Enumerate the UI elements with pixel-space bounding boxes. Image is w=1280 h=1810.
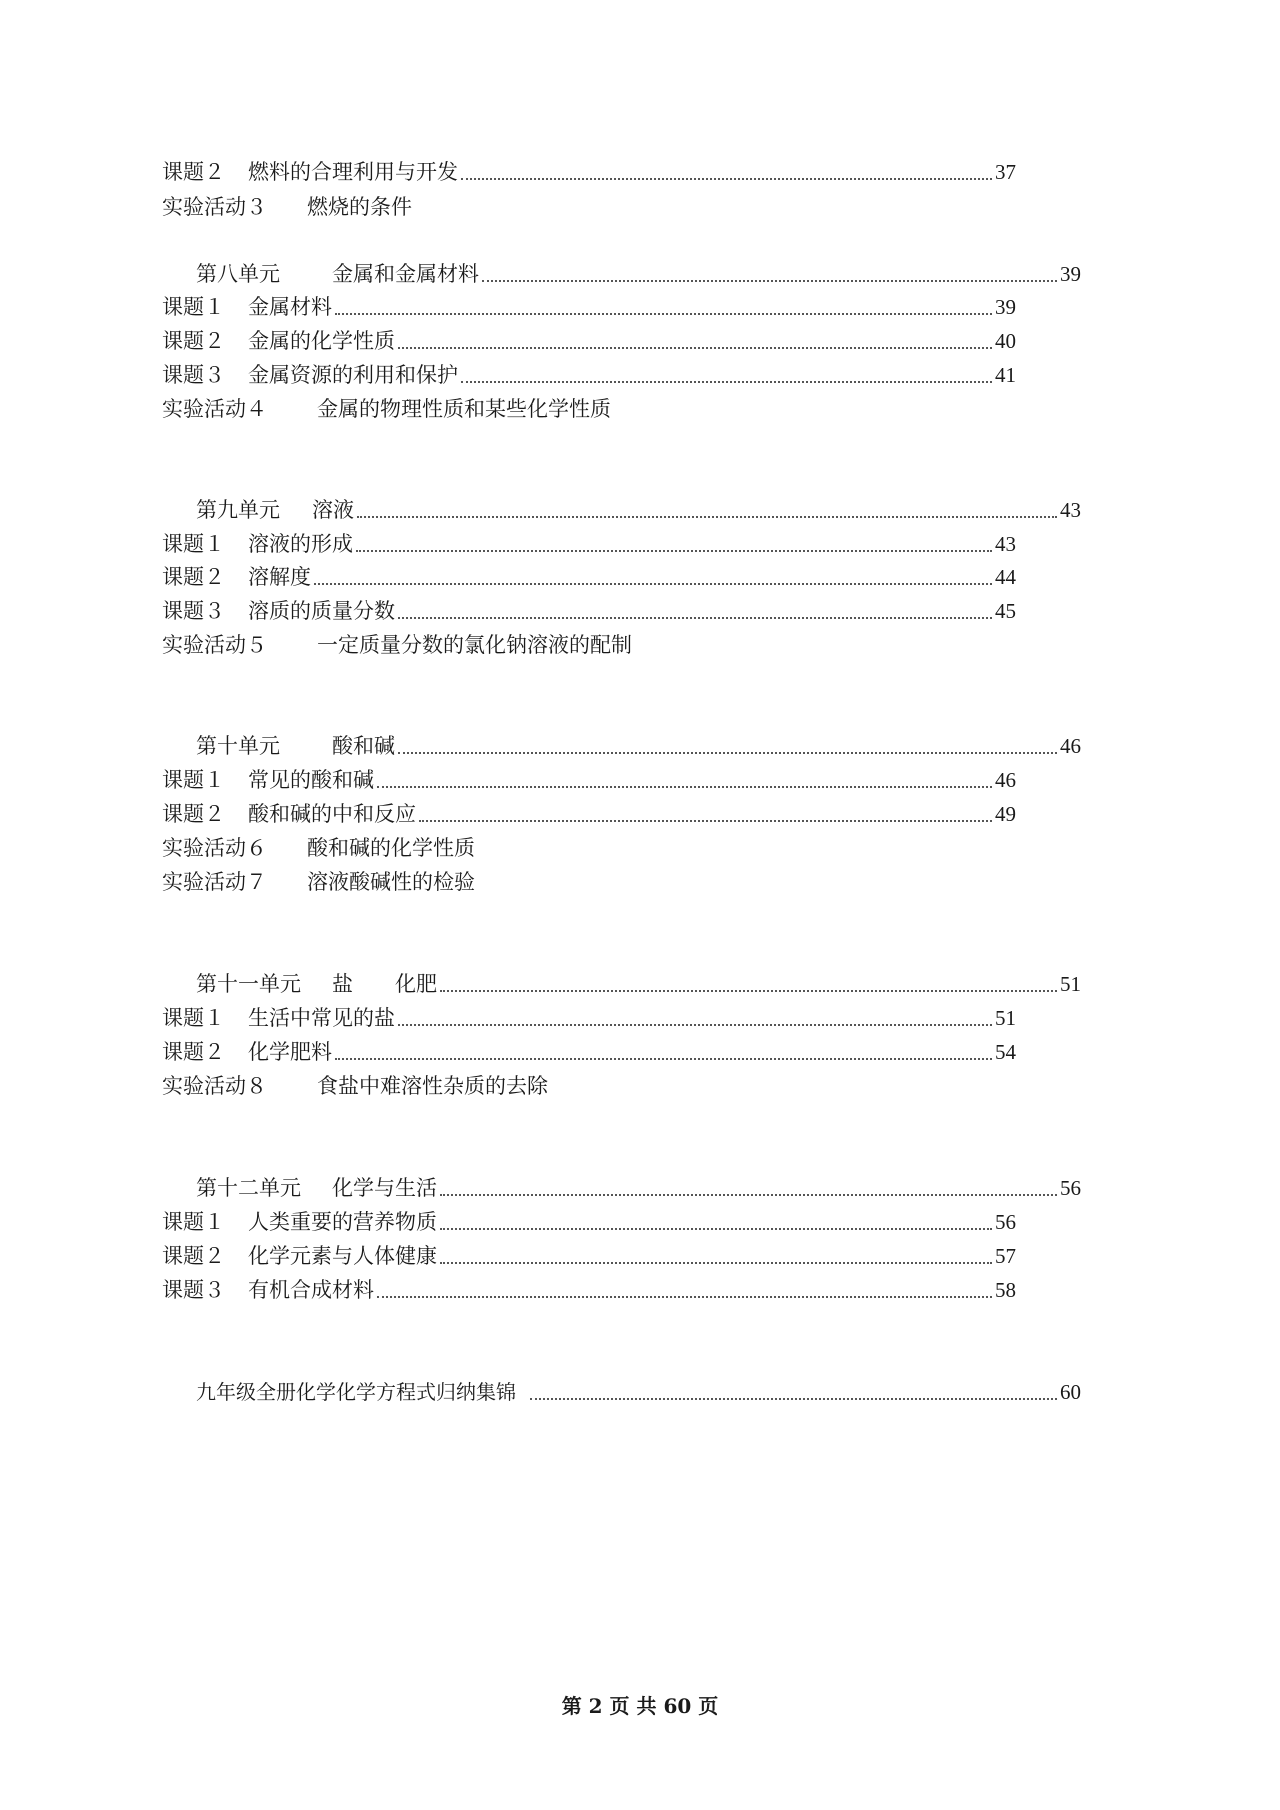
- toc-page-number: 46: [1060, 734, 1081, 758]
- dot-leader: [335, 1058, 992, 1060]
- toc-page-number: 46: [995, 768, 1016, 792]
- toc-entry-title: 溶解度: [248, 565, 311, 589]
- toc-entry-prefix: 第八单元: [196, 262, 280, 286]
- toc-entry-title: 有机合成材料: [248, 1278, 374, 1302]
- toc-entry-prefix: 第十二单元: [196, 1176, 301, 1200]
- toc-entry-prefix: 实验活动３: [162, 195, 267, 219]
- dot-leader: [461, 178, 992, 180]
- dot-leader: [419, 820, 992, 822]
- dot-leader: [356, 550, 992, 552]
- toc-entry-title: 酸和碱的中和反应: [248, 802, 416, 826]
- toc-entry-title: 化学元素与人体健康: [248, 1244, 437, 1268]
- toc-entry-title: 燃烧的条件: [307, 195, 412, 219]
- toc-entry: [162, 361, 1016, 389]
- dot-leader: [335, 313, 992, 315]
- dot-leader: [314, 583, 992, 585]
- dot-leader: [530, 1398, 1057, 1400]
- toc-page-number: 56: [995, 1210, 1016, 1234]
- toc-entry: [162, 1038, 1016, 1066]
- toc-entry-prefix: 实验活动７: [162, 870, 267, 894]
- toc-page-number: 44: [995, 565, 1016, 589]
- toc-entry-title: 一定质量分数的氯化钠溶液的配制: [317, 633, 632, 657]
- toc-entry-prefix: 课题３: [162, 363, 225, 387]
- toc-entry-prefix: 课题１: [162, 1210, 225, 1234]
- toc-page-number: 58: [995, 1278, 1016, 1302]
- toc-entry: [162, 1072, 548, 1100]
- toc-entry-title: 溶液酸碱性的检验: [307, 870, 475, 894]
- toc-entry: [162, 1242, 1016, 1270]
- toc-entry-prefix: 第十单元: [196, 734, 280, 758]
- dot-leader: [440, 1228, 992, 1230]
- toc-entry-prefix: 课题２: [162, 565, 225, 589]
- toc-entry-prefix: 课题１: [162, 295, 225, 319]
- toc-page-number: 39: [995, 295, 1016, 319]
- toc-entry-prefix: 课题１: [162, 768, 225, 792]
- toc-entry-prefix: 实验活动６: [162, 836, 267, 860]
- toc-entry: [162, 766, 1016, 794]
- toc-entry-title: 金属的化学性质: [248, 329, 395, 353]
- toc-page-number: 51: [995, 1006, 1016, 1030]
- toc-entry-title: 酸和碱的化学性质: [307, 836, 475, 860]
- toc-entry-prefix: 课题２: [162, 160, 225, 184]
- toc-page-number: 39: [1060, 262, 1081, 286]
- toc-page-number: 56: [1060, 1176, 1081, 1200]
- toc-page-number: 41: [995, 363, 1016, 387]
- dot-leader: [482, 280, 1057, 282]
- toc-entry-title: 金属的物理性质和某些化学性质: [317, 397, 611, 421]
- toc-entry-title: 盐 化肥: [332, 972, 437, 996]
- dot-leader: [398, 617, 992, 619]
- dot-leader: [398, 347, 992, 349]
- toc-page-number: 57: [995, 1244, 1016, 1268]
- toc-entry-prefix: 实验活动８: [162, 1074, 267, 1098]
- toc-entry: [162, 327, 1016, 355]
- toc-page-number: 45: [995, 599, 1016, 623]
- toc-entry-prefix: 第九单元: [196, 498, 280, 522]
- toc-unit-entry: [196, 496, 1081, 524]
- toc-entry-prefix: 课题１: [162, 1006, 225, 1030]
- toc-appendix-entry: [196, 1378, 1081, 1406]
- toc-entry-prefix: 课题２: [162, 1244, 225, 1268]
- dot-leader: [440, 1194, 1057, 1196]
- toc-page-number: 51: [1060, 972, 1081, 996]
- toc-entry-title: 金属材料: [248, 295, 332, 319]
- toc-unit-entry: [196, 970, 1081, 998]
- dot-leader: [461, 381, 992, 383]
- toc-page-number: 37: [995, 160, 1016, 184]
- dot-leader: [440, 1262, 992, 1264]
- page-footer: 第 2 页 共 60 页: [561, 1694, 719, 1718]
- toc-entry-prefix: 课题３: [162, 1278, 225, 1302]
- toc-entry-prefix: 实验活动５: [162, 633, 267, 657]
- toc-entry: [162, 1004, 1016, 1032]
- toc-entry: [162, 868, 475, 896]
- dot-leader: [398, 1024, 992, 1026]
- toc-entry-title: 金属和金属材料: [332, 262, 479, 286]
- toc-entry-prefix: 实验活动４: [162, 397, 267, 421]
- toc-entry-prefix: 课题２: [162, 802, 225, 826]
- toc-entry-title: 食盐中难溶性杂质的去除: [317, 1074, 548, 1098]
- toc-entry: [162, 1276, 1016, 1304]
- toc-entry-title: 九年级全册化学化学方程式归纳集锦: [196, 1380, 516, 1404]
- toc-entry: [162, 193, 412, 221]
- toc-entry-title: 酸和碱: [332, 734, 395, 758]
- toc-entry: [162, 158, 1016, 186]
- dot-leader: [377, 786, 992, 788]
- toc-entry-prefix: 课题２: [162, 329, 225, 353]
- toc-entry-title: 溶质的质量分数: [248, 599, 395, 623]
- toc-page-number: 60: [1060, 1380, 1081, 1404]
- toc-entry: [162, 631, 632, 659]
- toc-entry: [162, 1208, 1016, 1236]
- toc-unit-entry: [196, 1174, 1081, 1202]
- toc-entry: [162, 530, 1016, 558]
- toc-entry-title: 人类重要的营养物质: [248, 1210, 437, 1234]
- toc-entry-title: 化学与生活: [332, 1176, 437, 1200]
- toc-entry-title: 燃料的合理利用与开发: [248, 160, 458, 184]
- toc-entry: [162, 563, 1016, 591]
- dot-leader: [357, 516, 1057, 518]
- toc-entry: [162, 395, 611, 423]
- toc-entry: [162, 293, 1016, 321]
- toc-unit-entry: [196, 260, 1081, 288]
- toc-entry-prefix: 课题２: [162, 1040, 225, 1064]
- toc-page-number: 49: [995, 802, 1016, 826]
- toc-page-number: 43: [995, 532, 1016, 556]
- toc-entry: [162, 834, 475, 862]
- toc-entry: [162, 597, 1016, 625]
- toc-entry-prefix: 课题１: [162, 532, 225, 556]
- dot-leader: [398, 752, 1057, 754]
- toc-entry-title: 常见的酸和碱: [248, 768, 374, 792]
- toc-entry-prefix: 第十一单元: [196, 972, 301, 996]
- toc-unit-entry: [196, 732, 1081, 760]
- toc-entry-prefix: 课题３: [162, 599, 225, 623]
- toc-entry-title: 化学肥料: [248, 1040, 332, 1064]
- toc-entry-title: 生活中常见的盐: [248, 1006, 395, 1030]
- toc-entry-title: 金属资源的利用和保护: [248, 363, 458, 387]
- toc-page-number: 54: [995, 1040, 1016, 1064]
- dot-leader: [377, 1296, 992, 1298]
- toc-page-number: 40: [995, 329, 1016, 353]
- toc-entry-title: 溶液的形成: [248, 532, 353, 556]
- toc-entry-title: 溶液: [312, 498, 354, 522]
- toc-entry: [162, 800, 1016, 828]
- toc-page-number: 43: [1060, 498, 1081, 522]
- dot-leader: [440, 990, 1057, 992]
